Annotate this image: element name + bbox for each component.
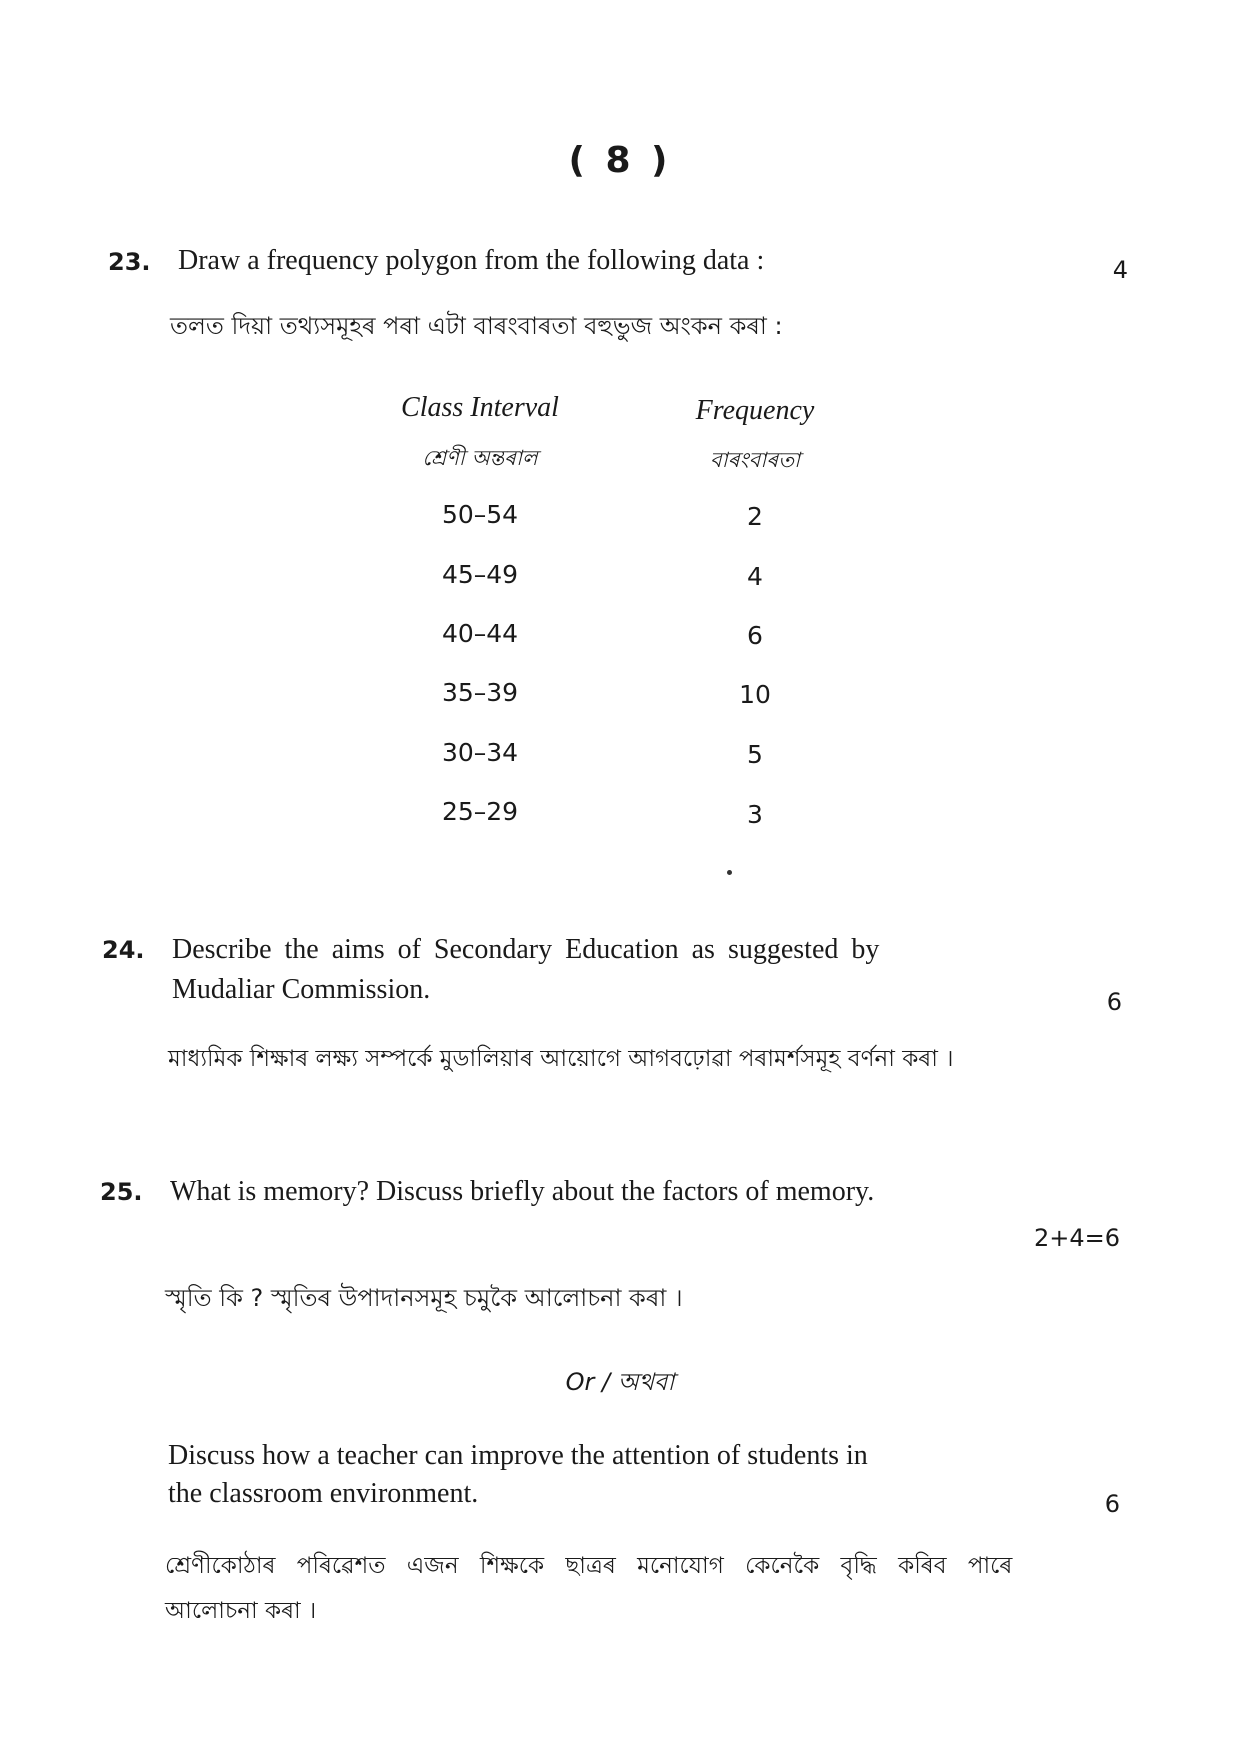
alternative-question-assamese-line1: শ্ৰেণীকোঠাৰ পৰিৱেশত এজন শিক্ষকে ছাত্ৰৰ মনোযোগ কেনেকৈ বৃদ্ধি কৰিব পাৰে bbox=[165, 1553, 1013, 1579]
alternative-question-assamese-line2: আলোচনা কৰা । bbox=[165, 1598, 317, 1624]
question-number: 24. bbox=[102, 936, 145, 964]
question-text-assamese: মাধ্যমিক শিক্ষাৰ লক্ষ্য সম্পৰ্কে মুডালিয়াৰ আয়োগে আগবঢ়োৱা পৰামৰ্শসমূহ বৰ্ণনা কৰা । bbox=[168, 1046, 954, 1072]
question-number: 25. bbox=[100, 1178, 143, 1206]
table-cell-interval: 45–49 bbox=[441, 560, 519, 589]
question-text-english-line1: Describe the aims of Secondary Education as suggested by bbox=[172, 934, 880, 965]
column-header-class-interval: Class Interval bbox=[401, 392, 559, 423]
question-marks: 4 bbox=[1112, 256, 1128, 284]
question-text-assamese: স্মৃতি কি ? স্মৃতিৰ উপাদানসমূহ চমুকৈ আলোচনা কৰা । bbox=[165, 1284, 683, 1312]
table-cell-frequency: 10 bbox=[739, 680, 771, 709]
table-cell-interval: 50–54 bbox=[441, 500, 519, 529]
table-cell-interval: 35–39 bbox=[441, 678, 519, 707]
question-number: 23. bbox=[108, 248, 151, 276]
question-text-english: What is memory? Discuss briefly about the factors of memory. bbox=[170, 1176, 875, 1207]
alternative-question-english-line1: Discuss how a teacher can improve the attention of students in bbox=[168, 1440, 868, 1471]
page-number: ( 8 ) bbox=[568, 140, 672, 181]
column-header-frequency: Frequency bbox=[695, 395, 815, 426]
question-text-english: Draw a frequency polygon from the following data : bbox=[178, 245, 765, 276]
table-cell-interval: 25–29 bbox=[441, 797, 519, 826]
table-cell-frequency: 6 bbox=[747, 621, 763, 650]
column-subheader-frequency: বাৰংবাৰতা bbox=[709, 448, 801, 472]
question-marks: 2+4=6 bbox=[1033, 1224, 1120, 1252]
alternative-question-marks: 6 bbox=[1104, 1490, 1120, 1518]
scan-speck bbox=[727, 870, 732, 875]
question-marks: 6 bbox=[1106, 988, 1122, 1016]
table-cell-frequency: 3 bbox=[747, 800, 763, 829]
table-cell-frequency: 4 bbox=[747, 562, 763, 591]
table-cell-interval: 40–44 bbox=[441, 619, 519, 648]
column-subheader-class-interval: শ্ৰেণী অন্তৰাল bbox=[422, 446, 538, 470]
table-cell-frequency: 5 bbox=[747, 740, 763, 769]
question-text-assamese: তলত দিয়া তথ্যসমূহৰ পৰা এটা বাৰংবাৰতা বহুভুজ অংকন কৰা : bbox=[170, 312, 783, 340]
table-cell-frequency: 2 bbox=[747, 502, 763, 531]
or-separator: Or / অথবা bbox=[565, 1368, 675, 1396]
alternative-question-english-line2: the classroom environment. bbox=[168, 1478, 479, 1509]
question-text-english-line2: Mudaliar Commission. bbox=[172, 974, 431, 1005]
table-cell-interval: 30–34 bbox=[441, 738, 519, 767]
